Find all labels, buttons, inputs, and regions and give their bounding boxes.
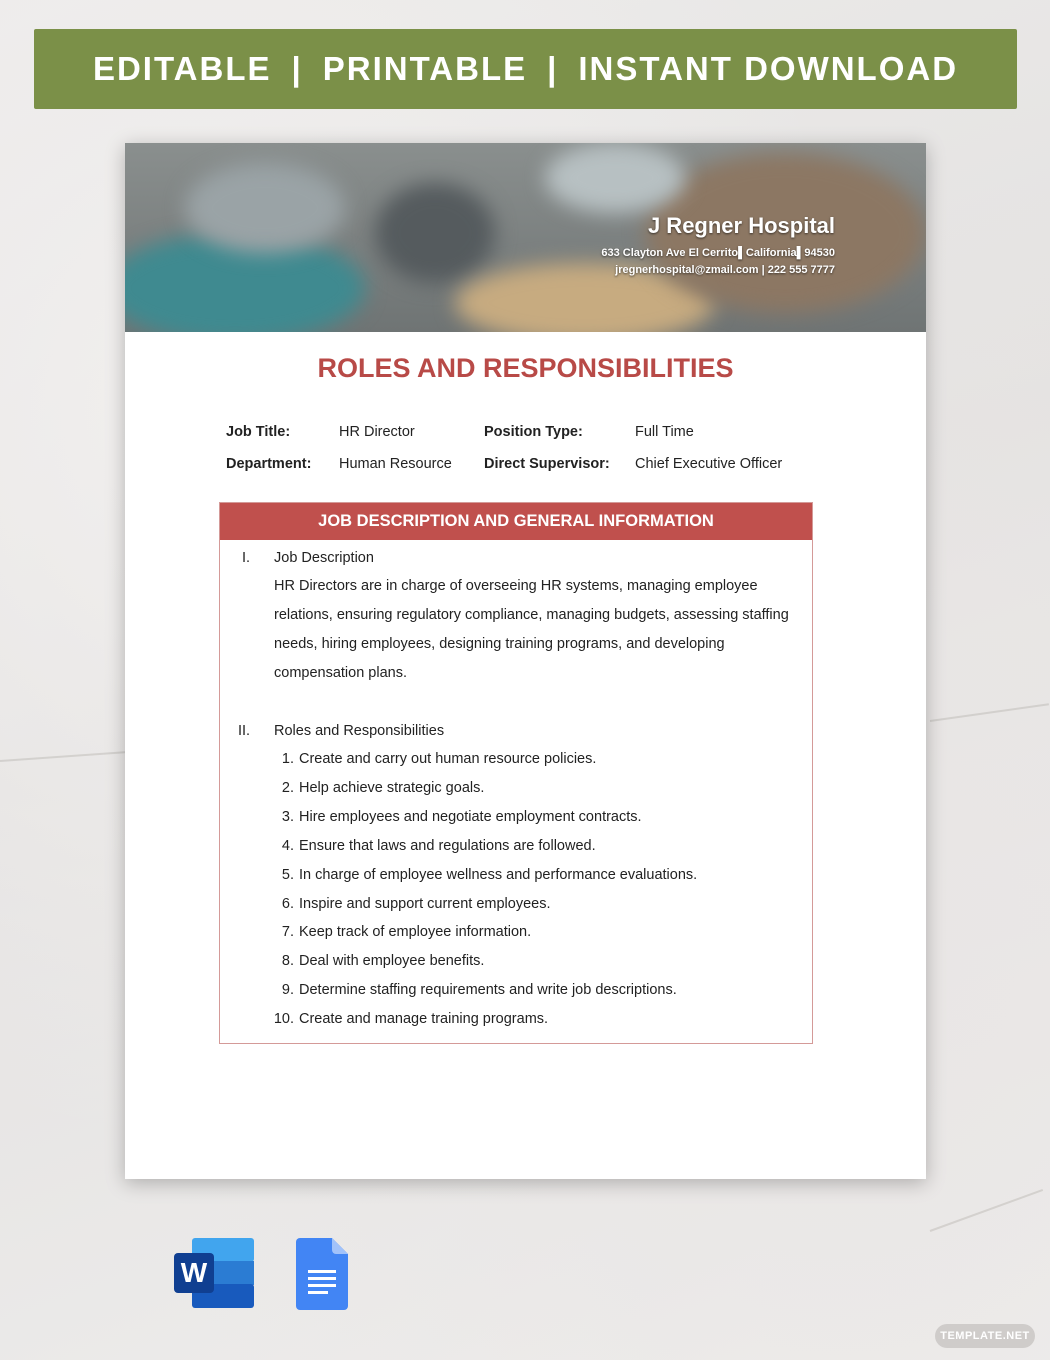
marble-vein [930, 703, 1049, 722]
document-page [125, 143, 926, 1179]
top-banner [34, 29, 1017, 109]
banner-printable: PRINTABLE [322, 50, 528, 87]
item-number: 7. [281, 924, 294, 941]
item-number: 6. [281, 895, 294, 912]
list-item [270, 1005, 697, 1034]
job-title-value: HR Director [339, 424, 415, 440]
photo-blur-shape [185, 163, 345, 253]
section2-title: Roles and Responsibilities [274, 723, 445, 739]
section1-number: I. [242, 550, 251, 566]
department-label: Department: [226, 456, 312, 472]
header-photo [125, 143, 926, 332]
item-text: Create and manage training programs. [299, 1011, 549, 1028]
item-number: 8. [281, 953, 294, 970]
section1-title: Job Description [274, 550, 374, 566]
direct-supervisor-value: Chief Executive Officer [635, 456, 783, 472]
item-text: Determine staffing requirements and write job descriptions. [299, 982, 677, 999]
item-number: 10. [273, 1011, 294, 1028]
item-text: Help achieve strategic goals. [299, 779, 485, 796]
list-item [270, 976, 697, 1005]
item-number: 2. [281, 779, 294, 796]
position-type-label: Position Type: [484, 424, 583, 440]
job-description-text: HR Directors are in charge of overseeing HR systems, managing employee relations, ensuring regulatory compliance, managing budgets, assessing staffing needs, hiring employees, designing training programs, and developing compensation plans. [274, 578, 789, 681]
list-item [270, 947, 697, 976]
item-text: Keep track of employee information. [299, 924, 532, 941]
section2-number: II. [238, 723, 251, 739]
item-text: Inspire and support current employees. [299, 895, 551, 912]
list-item [270, 890, 697, 919]
list-item [270, 832, 697, 861]
job-description-box [219, 502, 813, 1044]
banner-separator: | [291, 50, 303, 87]
list-item [270, 745, 697, 774]
item-text: Hire employees and negotiate employment contracts. [299, 808, 642, 825]
list-item [270, 918, 697, 947]
banner-instant-download: INSTANT DOWNLOAD [578, 50, 959, 87]
responsibilities-list [270, 745, 697, 1034]
list-item [270, 774, 697, 803]
item-number: 1. [281, 751, 294, 767]
photo-blur-shape [375, 183, 495, 283]
list-item [270, 803, 697, 832]
svg-text:W: W [180, 1257, 208, 1288]
department-value: Human Resource [339, 456, 452, 472]
item-text: Create and carry out human resource policies. [299, 751, 597, 767]
item-text: In charge of employee wellness and performance evaluations. [299, 866, 698, 883]
job-title-label: Job Title: [226, 424, 291, 440]
direct-supervisor-label: Direct Supervisor: [484, 456, 610, 472]
banner-separator: | [547, 50, 559, 87]
hospital-contact: jregnerhospital@zmail.com | 222 555 7777 [615, 264, 835, 276]
template-net-watermark: TEMPLATE.NET [935, 1324, 1035, 1348]
hospital-name: J Regner Hospital [647, 213, 835, 238]
item-number: 3. [281, 808, 294, 825]
hospital-address: 633 Clayton Ave El Cerrito▌California▌94530 [601, 247, 835, 259]
item-number: 4. [281, 837, 294, 854]
photo-blur-shape [545, 143, 685, 213]
item-number: 5. [281, 866, 294, 883]
position-type-value: Full Time [635, 424, 694, 440]
marble-vein [930, 1189, 1043, 1232]
document-title: ROLES AND RESPONSIBILITIES [317, 353, 734, 383]
section-header: JOB DESCRIPTION AND GENERAL INFORMATION [220, 503, 812, 540]
item-text: Ensure that laws and regulations are followed. [299, 837, 596, 854]
google-docs-icon[interactable] [296, 1238, 348, 1310]
item-text: Deal with employee benefits. [299, 953, 485, 970]
banner-editable: EDITABLE [92, 50, 272, 87]
list-item [270, 861, 697, 890]
hospital-contact-block [601, 213, 835, 276]
microsoft-word-icon[interactable] [174, 1238, 254, 1308]
item-number: 9. [281, 982, 294, 999]
